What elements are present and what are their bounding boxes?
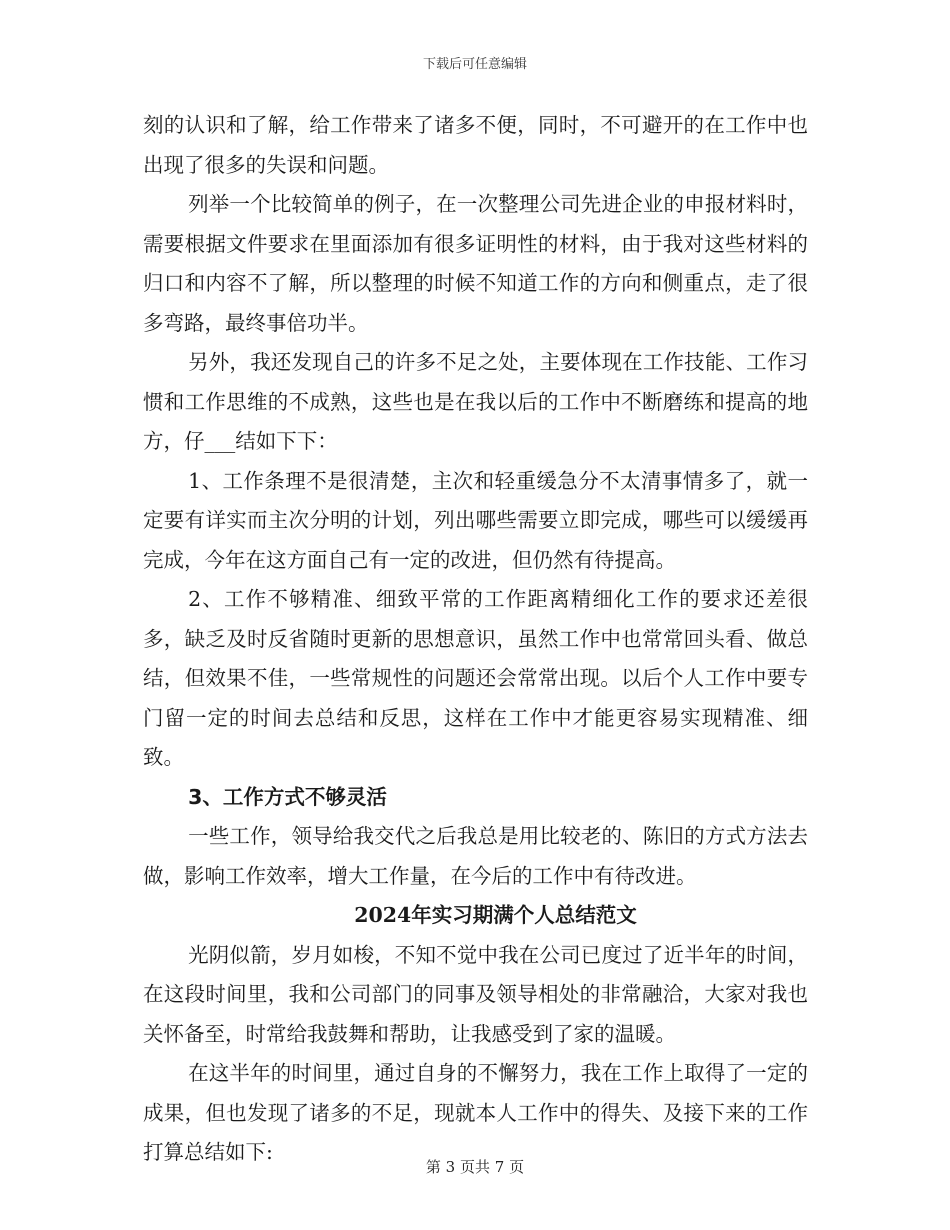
document-body <box>143 106 808 1173</box>
list-item-3-heading: 3、工作方式不够灵活 <box>188 784 387 809</box>
paragraph-continuation: 刻的认识和了解，给工作带来了诸多不便，同时，不可避开的在工作中也出现了很多的失误和问题。 <box>143 113 808 177</box>
paragraph-example: 列举一个比较简单的例子，在一次整理公司先进企业的申报材料时，需要根据文件要求在里面添加有很多证明性的材料，由于我对这些材料的归口和内容不了解，所以整理的时候不知道工作的方向和侧重点，走了很多弯路，最终事倍功半。 <box>143 192 808 335</box>
page-header: 下载后可任意编辑 <box>422 57 527 72</box>
page-footer: 第 3 页共 7 页 <box>425 1158 525 1176</box>
section-title: 2024年实习期满个人总结范文 <box>354 903 637 927</box>
list-item-2: 2、工作不够精准、细致平常的工作距离精细化工作的要求还差很多，缺乏及时反省随时更新的思想意识，虽然工作中也常常回头看、做总结，但效果不佳，一些常规性的问题还会常常出现。以后个人工作中要专门留一定的时间去总结和反思，这样在工作中才能更容易实现精准、细致。 <box>143 587 808 769</box>
list-item-1: 1、工作条理不是很清楚，主次和轻重缓急分不太清事情多了，就一定要有详实而主次分明的计划，列出哪些需要立即完成，哪些可以缓缓再完成，今年在这方面自己有一定的改进，但仍然有待提高。 <box>143 468 808 572</box>
paragraph-shortcomings: 另外，我还发现自己的许多不足之处，主要体现在工作技能、工作习惯和工作思维的不成熟，这些也是在我以后的工作中不断磨练和提高的地方，仔___结如下下： <box>143 350 808 453</box>
paragraph-intro: 光阴似箭，岁月如梭，不知不觉中我在公司已度过了近半年的时间，在这段时间里，我和公司部门的同事及领导相处的非常融洽，大家对我也关怀备至，时常给我鼓舞和帮助，让我感受到了家的温暖。 <box>143 942 808 1046</box>
paragraph-summary: 在这半年的时间里，通过自身的不懈努力，我在工作上取得了一定的成果，但也发现了诸多的不足，现就本人工作中的得失、及接下来的工作打算总结如下: <box>143 1061 808 1164</box>
paragraph-work-method: 一些工作，领导给我交代之后我总是用比较老的、陈旧的方式方法去做，影响工作效率，增大工作量，在今后的工作中有待改进。 <box>143 824 808 888</box>
